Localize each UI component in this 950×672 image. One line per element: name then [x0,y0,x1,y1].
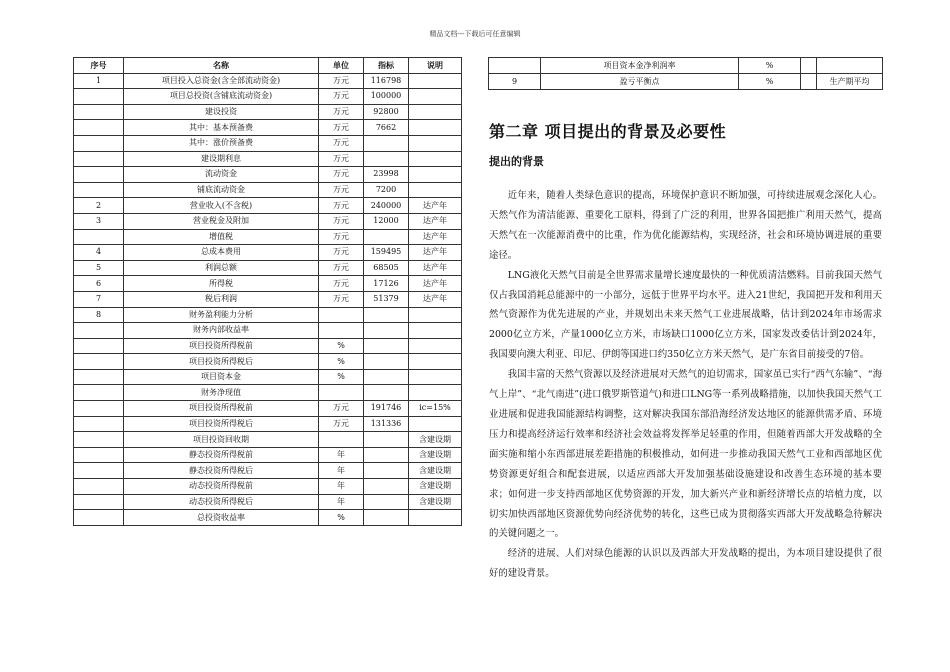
cell-unit: 万元 [319,104,364,120]
cell-name: 利润总额 [124,260,319,276]
project-indicators-table [73,57,462,526]
cell-value: 159495 [364,245,409,261]
cell-name: 项目资本金 [124,369,319,385]
cell-value [364,369,409,385]
cell-value [364,447,409,463]
header-unit: 单位 [319,58,364,74]
table-row [74,260,462,276]
cell-name: 项目投资所得税前 [124,401,319,417]
chapter-title: 第二章 项目提出的背景及必要性 [489,122,727,141]
paragraph: 经济的进展、人们对绿色能源的认识以及西部大开发战略的提出，为本项目建设提供了很好的建设背景。 [489,548,882,580]
cell-value [364,323,409,339]
table-row [74,151,462,167]
cell-unit: 万元 [319,245,364,261]
table-row [74,73,462,89]
cell-value [364,432,409,448]
cell-note [409,416,462,432]
cell-value: 7662 [364,120,409,136]
cell-unit: 万元 [319,260,364,276]
cell-unit: % [739,74,801,90]
cell-unit: 万元 [319,276,364,292]
cell-name: 建设投资 [124,104,319,120]
cell-name: 总投资收益率 [124,510,319,526]
cell-no [74,229,124,245]
cell-unit: % [319,510,364,526]
cell-unit: 万元 [319,182,364,198]
cell-no [74,120,124,136]
cell-value [364,479,409,495]
cell-no [74,463,124,479]
cell-name: 项目投资回收期 [124,432,319,448]
cell-no: 9 [489,74,541,90]
cell-note [409,182,462,198]
table-row [74,182,462,198]
cell-value: 131336 [364,416,409,432]
header-no: 序号 [74,58,124,74]
cell-unit: 万元 [319,89,364,105]
cell-note [409,338,462,354]
table-row [74,494,462,510]
table-row [74,447,462,463]
cell-no [74,432,124,448]
cell-note: 含建设期 [409,479,462,495]
section-title: 提出的背景 [489,155,544,168]
cell-no: 8 [74,307,124,323]
cell-name: 铺底流动资金 [124,182,319,198]
cell-name: 静态投资所得税后 [124,463,319,479]
cell-value: 7200 [364,182,409,198]
cell-unit [319,385,364,401]
table-row [74,369,462,385]
table-row [74,229,462,245]
table-row [74,463,462,479]
cell-value: 240000 [364,198,409,214]
cell-value: 68505 [364,260,409,276]
cell-note: 达产年 [409,229,462,245]
table-header-row [74,58,462,74]
cell-note: 达产年 [409,291,462,307]
table-row [489,58,883,74]
table-row [74,338,462,354]
cell-unit: 万元 [319,135,364,151]
cell-value [364,151,409,167]
header-note: 说明 [409,58,462,74]
cell-no [74,135,124,151]
cell-value: 100000 [364,89,409,105]
cell-name: 营业税金及附加 [124,213,319,229]
cell-name: 增值税 [124,229,319,245]
cell-note [409,385,462,401]
cell-note [409,104,462,120]
cell-no [489,58,541,74]
cell-value [364,385,409,401]
cell-unit: % [739,58,801,74]
cell-note [409,307,462,323]
cell-note [409,120,462,136]
cell-note [409,89,462,105]
cell-unit [319,432,364,448]
cell-no [74,167,124,183]
cell-value: 23998 [364,167,409,183]
cell-no [74,401,124,417]
cell-note [409,135,462,151]
cell-unit: 万元 [319,291,364,307]
cell-name: 建设期利息 [124,151,319,167]
table-row [74,198,462,214]
table-row [74,276,462,292]
cell-no [74,354,124,370]
cell-no: 4 [74,245,124,261]
cell-unit [319,323,364,339]
cell-no [74,182,124,198]
cell-no [74,416,124,432]
cell-value [364,510,409,526]
cell-no [74,494,124,510]
cell-note [409,151,462,167]
table-row [74,401,462,417]
cell-unit: 万元 [319,213,364,229]
page-header-note: 精品文档---下载后可任意编辑 [429,30,521,38]
cell-name: 总成本费用 [124,245,319,261]
cell-value [364,338,409,354]
cell-no [74,323,124,339]
table-row [74,307,462,323]
cell-name: 其中：基本预备费 [124,120,319,136]
paragraph: 我国丰富的天然气资源以及经济进展对天然气的迫切需求，国家虽已实行“西气东输”、“海气上岸”、“北气南进”(进口俄罗斯管道气)和进口LNG等一系列战略措施，以加快我国天然气工业进展和促进我国能源结构调整，这对解决我国东部沿海经济发达地区的能源供需矛盾、环境压力和提高经济运行效率和经济社会效益将发挥举足轻重的作用，但随着西部大开发战略的全面实施和缩小东西部进展差距措施的积极推动，如何进一步推动我国天然气工业和西部地区优势资源更好组合和配套进展，以适应西部大开发加强基础设施建设和改善生态环境的基本要求；如何进一步支持西部地区优势资源的开发，加大新兴产业和新经济增长点的培植力度，以切实加快西部地区资源优势向经济优势的转化，这些已成为贯彻落实西部大开发战略急待解决的关键问题之一。 [489,369,882,540]
cell-unit: 万元 [319,120,364,136]
cell-note: 含建设期 [409,463,462,479]
cell-unit: 万元 [319,167,364,183]
cell-no: 7 [74,291,124,307]
table-row [74,135,462,151]
table-row [489,74,883,90]
cell-value [364,135,409,151]
table-row [74,323,462,339]
cell-unit: 万元 [319,229,364,245]
cell-note [409,323,462,339]
header-name: 名称 [124,58,319,74]
body-text [489,186,882,584]
cell-name: 静态投资所得税前 [124,447,319,463]
header-value: 指标 [364,58,409,74]
cell-value [364,354,409,370]
cell-name: 项目投资所得税前 [124,338,319,354]
cell-unit: 年 [319,479,364,495]
cell-no [74,447,124,463]
cell-name: 流动资金 [124,167,319,183]
cell-name: 项目资本金净利润率 [541,58,739,74]
cell-no [74,369,124,385]
cell-no: 2 [74,198,124,214]
cell-unit: 万元 [319,198,364,214]
cell-note [409,369,462,385]
cell-value: 12000 [364,213,409,229]
cell-note [409,354,462,370]
cell-unit: % [319,369,364,385]
cell-unit: 万元 [319,401,364,417]
table-row [74,245,462,261]
cell-name: 税后利润 [124,291,319,307]
cell-note [817,58,883,74]
cell-no: 1 [74,73,124,89]
table-row [74,385,462,401]
cell-value: 191746 [364,401,409,417]
cell-name: 其中：涨价预备费 [124,135,319,151]
cell-unit: 万元 [319,151,364,167]
cell-unit: % [319,338,364,354]
cell-name: 动态投资所得税后 [124,494,319,510]
table-row [74,167,462,183]
cell-no [74,479,124,495]
cell-value [364,307,409,323]
cell-value: 92800 [364,104,409,120]
cell-value: 51379 [364,291,409,307]
table-row [74,89,462,105]
table-row [74,354,462,370]
cell-no: 6 [74,276,124,292]
cell-unit: 万元 [319,416,364,432]
cell-value [801,58,817,74]
cell-unit: 年 [319,463,364,479]
cell-name: 动态投资所得税前 [124,479,319,495]
cell-name: 财务净现值 [124,385,319,401]
cell-note: 达产年 [409,198,462,214]
cell-name: 所得税 [124,276,319,292]
cell-value [364,494,409,510]
cell-name: 项目投入总资金(含全部流动资金) [124,73,319,89]
cell-note [409,73,462,89]
cell-unit: 万元 [319,73,364,89]
cell-name: 盈亏平衡点 [541,74,739,90]
cell-no: 5 [74,260,124,276]
cell-note: 生产期平均 [817,74,883,90]
cell-name: 项目投资所得税后 [124,416,319,432]
cell-name: 财务盈利能力分析 [124,307,319,323]
table-row [74,479,462,495]
cell-value [801,74,817,90]
cell-unit: 年 [319,447,364,463]
cell-note: 含建设期 [409,447,462,463]
paragraph: 近年来，随着人类绿色意识的提高，环境保护意识不断加强，可持续进展观念深化人心。天然气作为清洁能源、重要化工原料，得到了广泛的利用，世界各国把推广利用天然气，提高天然气在一次能源消费中的比重，作为优化能源结构，实现经济，社会和环境协调进展的重要途径。 [489,190,882,261]
cell-no [74,89,124,105]
continued-indicators-table [488,57,883,90]
cell-note: 达产年 [409,213,462,229]
cell-value: 116798 [364,73,409,89]
cell-value [364,229,409,245]
cell-value: 17126 [364,276,409,292]
cell-note: 含建设期 [409,432,462,448]
cell-name: 项目投资所得税后 [124,354,319,370]
cell-name: 营业收入(不含税) [124,198,319,214]
table-row [74,432,462,448]
cell-no [74,385,124,401]
cell-name: 财务内部收益率 [124,323,319,339]
cell-unit: 年 [319,494,364,510]
cell-no [74,338,124,354]
cell-no [74,151,124,167]
table-row [74,291,462,307]
cell-name: 项目总投资(含铺底流动资金) [124,89,319,105]
cell-unit [319,307,364,323]
table-row [74,416,462,432]
table-row [74,120,462,136]
cell-no [74,104,124,120]
cell-note [409,167,462,183]
cell-note: 达产年 [409,260,462,276]
cell-note [409,510,462,526]
table-row [74,213,462,229]
cell-no [74,510,124,526]
cell-note: 达产年 [409,276,462,292]
cell-note: 达产年 [409,245,462,261]
cell-unit: % [319,354,364,370]
paragraph: LNG液化天然气目前是全世界需求量增长速度最快的一种优质清洁燃料。目前我国天然气仅占我国消耗总能源中的一小部分，远低于世界平均水平。进入21世纪，我国把开发和利用天然气资源作为优先进展的产业，并规划出未来天然气工业进展战略，估计到2024年市场需求2000亿立方米，产量1000亿立方米，市场缺口1000亿立方米，国家发改委估计到2024年，我国要向澳大利亚、印尼、伊朗等国进口约350亿立方米天然气，是广东省目前接受的7倍。 [489,269,882,361]
table-row [74,510,462,526]
cell-no: 3 [74,213,124,229]
cell-note: ic=15% [409,401,462,417]
cell-value [364,463,409,479]
cell-note: 含建设期 [409,494,462,510]
table-row [74,104,462,120]
